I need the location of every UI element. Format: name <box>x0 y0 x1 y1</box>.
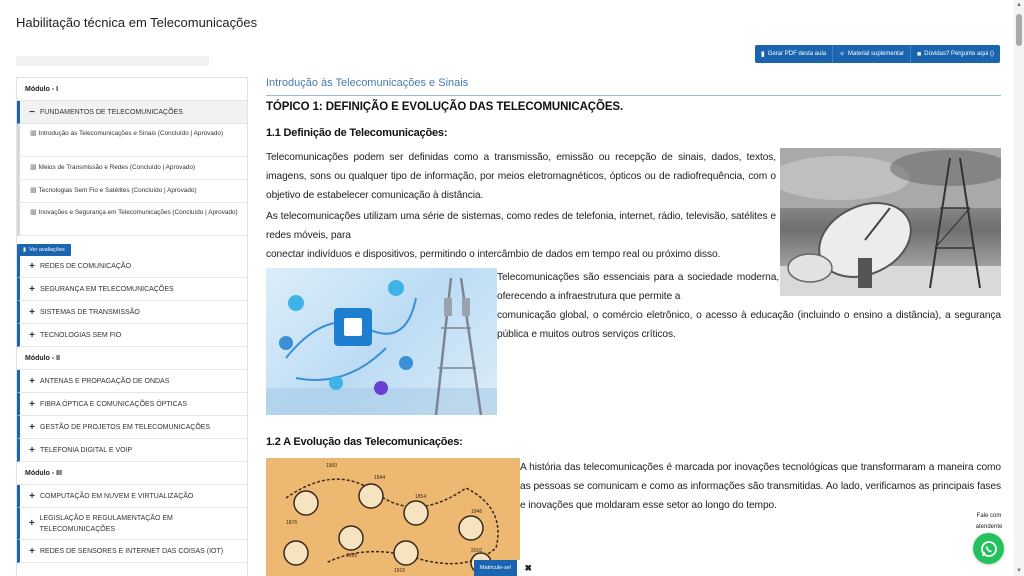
topic-heading: TÓPICO 1: DEFINIÇÃO E EVOLUÇÃO DAS TELECOMUNICAÇÕES. <box>266 101 624 113</box>
sidebar-topic-label: GESTÃO DE PROJETOS EM TELECOMUNICAÇÕES <box>40 423 211 431</box>
scrollbar-thumb[interactable] <box>1016 14 1022 46</box>
course-sidebar <box>16 77 248 576</box>
generate-pdf-label: Gerar PDF desta aula <box>767 51 827 57</box>
enroll-bar <box>474 560 539 576</box>
lock-icon: ▩ <box>30 130 37 137</box>
paragraph: As telecomunicações utilizam uma série de sistemas, como redes de telefonia, internet, rádio, televisão, satélites e redes móveis, para <box>266 211 776 241</box>
enroll-button[interactable]: Matricule-se! <box>474 560 517 576</box>
timeline-year-label: 1895 <box>346 553 358 559</box>
telecom-timeline-image <box>266 458 520 576</box>
sidebar-topic[interactable] <box>17 508 247 540</box>
lesson-label: Tecnologias Sem Fio e Satélites (Concluído | Aprovado) <box>38 187 197 194</box>
sidebar-topic-fundamentos[interactable] <box>17 101 247 124</box>
view-evaluations-label: Ver avaliações <box>29 247 65 253</box>
whatsapp-button[interactable] <box>973 533 1004 564</box>
paragraph: comunicação global, o comércio eletrônico, o acesso à educação (incluindo o ensino a distância), a segurança pública e muitos outros serviços críticos. <box>497 310 1001 340</box>
sidebar-lesson[interactable] <box>17 180 247 203</box>
sidebar-topic-label: REDES DE SENSORES E INTERNET DAS COISAS (IOT) <box>40 547 224 555</box>
plus-icon: + <box>29 306 35 318</box>
module-header: Módulo - I <box>17 78 247 101</box>
lock-icon: ▩ <box>30 187 37 194</box>
minus-icon: − <box>29 106 35 118</box>
module-header: Módulo - II <box>17 347 247 370</box>
view-evaluations-button[interactable] <box>17 244 71 256</box>
plus-icon: + <box>29 545 35 557</box>
satellite-dish-image <box>780 148 1001 296</box>
sidebar-topic-label: ANTENAS E PROPAGAÇÃO DE ONDAS <box>40 377 170 385</box>
sidebar-topic-label: FUNDAMENTOS DE TELECOMUNICAÇÕES <box>40 108 183 116</box>
lesson-title: Introdução às Telecomunicações e Sinais <box>266 77 1001 96</box>
plus-icon: + <box>29 444 35 456</box>
section-heading: 1.2 A Evolução das Telecomunicações: <box>266 436 463 448</box>
sidebar-topic[interactable] <box>17 393 247 416</box>
module-header: Módulo - III <box>17 462 247 485</box>
paragraph: Telecomunicações podem ser definidas como a transmissão, emissão ou recepção de sinais, dados, textos, imagens, sons ou qualquer tipo de informação, por meios eletromagnéticos, ópticos ou de radiofrequência, com o objetivo de estabelecer comunicação à distância. <box>266 152 776 201</box>
plus-icon: + <box>29 260 35 272</box>
paragraph: Telecomunicações são essenciais para a sociedade moderna, oferecendo a infraestrutura que permite a <box>497 272 779 302</box>
sidebar-lesson[interactable] <box>17 157 247 180</box>
timeline-year-label: 1900 <box>326 463 338 469</box>
lesson-label: Introdução às Telecomunicações e Sinais (Concluído | Aprovado) <box>38 130 224 137</box>
timeline-year-label: 1844 <box>374 475 386 481</box>
paragraph: A história das telecomunicações é marcada por inovações tecnológicas que transformaram a maneira como as pessoas se comunicam e como as informações são transmitidas. Ao lado, verificamos as principais fases e inovações que moldaram esse setor ao longo do tempo. <box>520 462 1001 511</box>
satellite-dish-illustration <box>780 148 1001 296</box>
sidebar-topic[interactable] <box>17 416 247 439</box>
generate-pdf-button[interactable] <box>755 45 832 63</box>
sidebar-topic-label: FIBRA ÓPTICA E COMUNICAÇÕES ÓPTICAS <box>40 400 188 408</box>
close-icon[interactable]: ✖ <box>524 562 533 573</box>
chat-label: Fale com atendente <box>975 513 1003 530</box>
sidebar-topic-label: TELEFONIA DIGITAL E VOIP <box>40 446 133 454</box>
section-heading: 1.1 Definição de Telecomunicações: <box>266 127 448 139</box>
sidebar-topic[interactable] <box>17 278 247 301</box>
sidebar-topic[interactable] <box>17 485 247 508</box>
sidebar-topic-label: SEGURANÇA EM TELECOMUNICAÇÕES <box>40 285 174 293</box>
timeline-year-label: 1915 <box>394 568 406 574</box>
lock-icon: ▩ <box>30 164 37 171</box>
sidebar-topic-label: REDES DE COMUNICAÇÃO <box>40 262 132 270</box>
lesson-actions <box>755 45 1000 63</box>
supplementary-material-label: Material suplementar <box>848 51 905 57</box>
sidebar-topic[interactable] <box>17 255 247 278</box>
ask-question-label: Dúvidas? Pergunte aqui () <box>924 51 994 57</box>
plus-icon: + <box>29 329 35 341</box>
timeline-year-label: 1854 <box>415 494 427 500</box>
timeline-year-label: 1876 <box>286 520 298 526</box>
sidebar-topic-label: SISTEMAS DE TRANSMISSÃO <box>40 308 140 316</box>
plus-icon: + <box>29 283 35 295</box>
plus-icon: + <box>29 421 35 433</box>
sidebar-topic[interactable] <box>17 370 247 393</box>
sidebar-topic-label: LEGISLAÇÃO E REGULAMENTAÇÃO EM TELECOMUNICAÇÕES <box>39 514 173 533</box>
plus-icon: + <box>29 375 35 387</box>
plus-icon: + <box>29 490 35 502</box>
scroll-up-icon[interactable]: ▲ <box>1016 2 1022 8</box>
chat-icon: ■ <box>917 50 922 58</box>
document-icon: ▮ <box>23 247 27 253</box>
network-tower-image <box>266 268 497 415</box>
lock-icon: ▩ <box>30 209 37 216</box>
sidebar-topic[interactable] <box>17 439 247 462</box>
sidebar-lesson[interactable] <box>17 203 247 236</box>
sidebar-topic-label: TECNOLOGIAS SEM FIO <box>40 331 122 339</box>
pdf-icon: ▮ <box>760 50 765 58</box>
lesson-label: Meios de Transmissão e Redes (Concluído | Aprovado) <box>38 164 196 171</box>
sidebar-topic[interactable] <box>17 324 247 347</box>
page-scrollbar[interactable] <box>1014 0 1024 576</box>
sidebar-topic-label: COMPUTAÇÃO EM NUVEM E VIRTUALIZAÇÃO <box>40 492 194 500</box>
sidebar-lesson[interactable] <box>17 124 247 157</box>
timeline-year-label: 2010 <box>471 548 483 554</box>
lesson-label: Inovações e Segurança em Telecomunicações (Concluído | Aprovado) <box>38 209 238 216</box>
plus-icon: + <box>28 518 35 529</box>
paragraph: conectar indivíduos e dispositivos, permitindo o intercâmbio de dados em tempo real ou próximo disso. <box>266 249 721 260</box>
progress-placeholder <box>16 56 209 66</box>
whatsapp-icon <box>980 540 998 558</box>
sidebar-topic[interactable] <box>17 540 247 563</box>
site-title: Habilitação técnica em Telecomunicações <box>16 15 258 30</box>
scroll-down-icon[interactable]: ▼ <box>1016 568 1022 574</box>
timeline-year-label: 1946 <box>471 509 483 515</box>
sidebar-topic[interactable] <box>17 301 247 324</box>
supplementary-material-button[interactable] <box>832 45 910 63</box>
network-tower-illustration <box>266 268 497 415</box>
puzzle-icon: ✧ <box>839 50 846 58</box>
telecom-timeline-illustration <box>266 458 520 576</box>
ask-question-button[interactable] <box>910 45 1000 63</box>
plus-icon: + <box>29 398 35 410</box>
eval-container <box>17 236 247 255</box>
